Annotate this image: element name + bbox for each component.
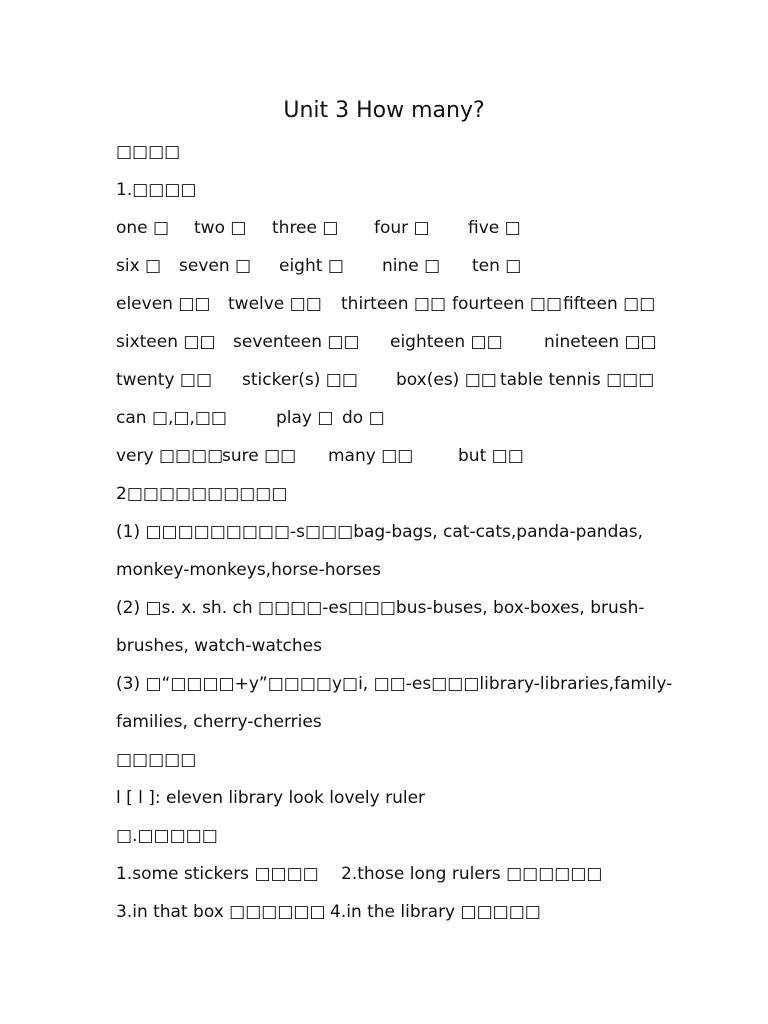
plural-rule-1: (1) □□□□□□□□□-s□□□bag-bags, cat-cats,panda-pandas, [116,522,644,542]
vocab-item: can □,□,□□ [116,408,227,428]
phrase-item: 3.in that box □□□□□□ [116,902,326,922]
plural-rule-3: (3) □“□□□□+y”□□□□y□i, □□-es□□□library-libraries,family- [116,674,673,694]
phrase-row-2 [116,900,656,924]
vocab-item: table tennis □□□ [500,370,655,390]
vocab-item: thirteen □□ [341,294,447,314]
phrase-item: 1.some stickers □□□□ [116,864,319,884]
vocab-item: sixteen □□ [116,332,216,352]
vocab-row-4 [116,330,656,354]
subheading-words: 1.□□□□ [116,180,197,200]
vocab-row-5 [116,368,656,392]
subheading-plural-rules: 2□□□□□□□□□□ [116,484,288,504]
vocab-item: eighteen □□ [390,332,503,352]
vocab-item: but □□ [458,446,524,466]
page-title: Unit 3 How many? [283,98,485,123]
vocab-item: very □□□□ [116,446,224,466]
section-heading-phonics: □□□□□ [116,750,197,770]
vocab-item: sticker(s) □□ [242,370,358,390]
plural-rule-1-cont: monkey-monkeys,horse-horses [116,560,382,580]
vocab-row-3 [116,292,656,316]
vocab-item: four □ [374,218,430,238]
phrase-item: 4.in the library □□□□□ [330,902,541,922]
vocab-item: two □ [194,218,247,238]
vocab-item: one □ [116,218,170,238]
vocab-item: eleven □□ [116,294,211,314]
vocab-item: fourteen □□ [452,294,563,314]
vocab-row-1 [116,216,656,240]
section-heading-phrases: □.□□□□□ [116,826,218,846]
vocab-item: do □ [342,408,385,428]
section-heading-vocab: □□□□ [116,142,181,162]
plural-rule-3-cont: families, cherry-cherries [116,712,322,732]
vocab-item: seven □ [179,256,252,276]
vocab-item: six □ [116,256,162,276]
vocab-item: seventeen □□ [233,332,360,352]
vocab-item: five □ [468,218,521,238]
vocab-item: sure □□ [222,446,297,466]
vocab-item: box(es) □□ [396,370,497,390]
vocab-item: eight □ [279,256,344,276]
phrase-item: 2.those long rulers □□□□□□ [341,864,603,884]
vocab-item: nine □ [382,256,441,276]
vocab-item: fifteen □□ [563,294,656,314]
vocab-row-7 [116,444,656,468]
phrase-row-1 [116,862,656,886]
plural-rule-2-cont: brushes, watch-watches [116,636,322,656]
plural-rule-2: (2) □s. x. sh. ch □□□□-es□□□bus-buses, box-boxes, brush- [116,598,645,618]
vocab-row-2 [116,254,656,278]
vocab-item: play □ [276,408,334,428]
vocab-row-6 [116,406,656,430]
vocab-item: twelve □□ [228,294,322,314]
phonics-line: l [ l ]: eleven library look lovely ruler [116,788,426,808]
vocab-item: nineteen □□ [544,332,657,352]
vocab-item: many □□ [328,446,414,466]
vocab-item: ten □ [472,256,522,276]
vocab-item: three □ [272,218,339,238]
vocab-item: twenty □□ [116,370,213,390]
